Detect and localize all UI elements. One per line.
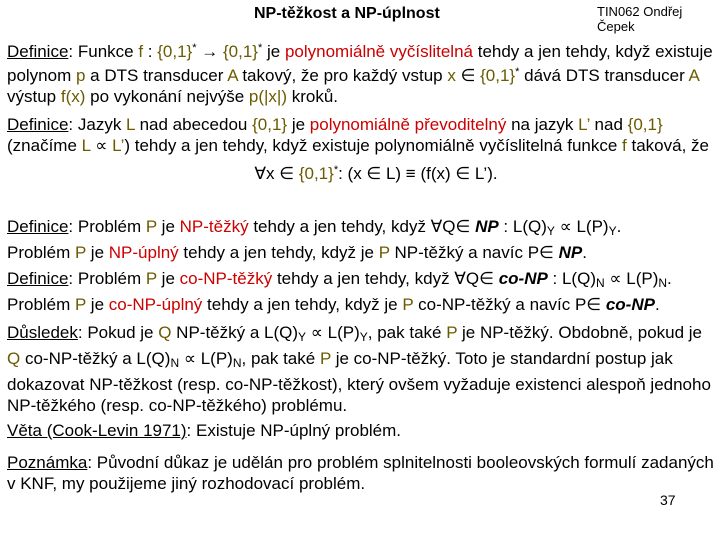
course-author-label: TIN062 Ondřej Čepek: [597, 4, 683, 34]
note-paragraph: Poznámka: Původní důkaz je udělán pro problém splnitelnosti booleovských formulí zadaných v KNF, my použijeme jiný rozhodovací problém.: [7, 453, 714, 493]
term-np-hard: NP-těžký: [179, 217, 249, 236]
definition-polynomially-computable: Definice: Funkce f : {0,1}* → {0,1}* je polynomiálně vyčíslitelná tehdy a jen tehdy, když existuje polynom p a DTS transducer A takový, že pro každý vstup x ∈ {0,1}* dává DTS transducer A výstup f(x) po vykonání nejvýše p(|x|) kroků.: [7, 42, 713, 106]
term-co-np-complete: co-NP-úplný: [108, 295, 203, 314]
page-number: 37: [660, 492, 676, 508]
definition-label: Definice: [7, 42, 69, 61]
definition-polynomial-reducibility: Definice: Jazyk L nad abecedou {0,1} je polynomiálně převoditelný na jazyk L’ nad {0,1} (značíme L ∝ L’) tehdy a jen tehdy, když existuje polynomiálně vyčíslitelná funkce f taková, že ∀x ∈ {0,1}*: (x ∈ L) ≡ (f(x) ∈ L’).: [7, 114, 715, 184]
note-label: Poznámka: [7, 453, 88, 472]
term-co-np-hard: co-NP-těžký: [179, 269, 273, 288]
definition-np-hard: Definice: Problém P je NP-těžký tehdy a jen tehdy, když ∀Q∈ NP : L(Q)Y ∝ L(P)Y. Problém P je NP-úplný tehdy a jen tehdy, když je P NP-těžký a navíc P∈ NP.: [7, 217, 622, 262]
definition-label: Definice: [7, 217, 69, 236]
term-np-complete: NP-úplný: [108, 243, 179, 262]
definition-label: Definice: [7, 269, 69, 288]
theorem-cook-levin: Věta (Cook-Levin 1971): Existuje NP-úplný problém.: [7, 421, 402, 440]
slide-title: NP-těžkost a NP-úplnost: [254, 5, 440, 22]
theorem-label: Věta (Cook-Levin 1971): [7, 421, 187, 440]
definition-co-np-hard: Definice: Problém P je co-NP-těžký tehdy a jen tehdy, když ∀Q∈ co-NP : L(Q)N ∝ L(P)N. Problém P je co-NP-úplný tehdy a jen tehdy, když je P co-NP-těžký a navíc P∈ co-NP.: [7, 269, 672, 314]
corollary-label: Důsledek: [7, 323, 78, 342]
reduction-formula: ∀x ∈ {0,1}*: (x ∈ L) ≡ (f(x) ∈ L’).: [254, 164, 498, 183]
corollary-paragraph: Důsledek: Pokud je Q NP-těžký a L(Q)Y ∝ L(P)Y, pak také P je NP-těžký. Obdobně, pokud je Q co-NP-těžký a L(Q)N ∝ L(P)N, pak také P je co-NP-těžký. Toto je standardní postup jak dokazovat NP-těžkost (resp. co-NP-těžkost), který ovšem vyžaduje existenci alespoň jednoho NP-těžkého (resp. co-NP-těžkého) problému.: [7, 323, 711, 415]
term-polynomially-computable: polynomiálně vyčíslitelná: [284, 42, 473, 61]
term-polynomially-reducible: polynomiálně převoditelný: [309, 115, 507, 134]
definition-label: Definice: [7, 115, 69, 134]
